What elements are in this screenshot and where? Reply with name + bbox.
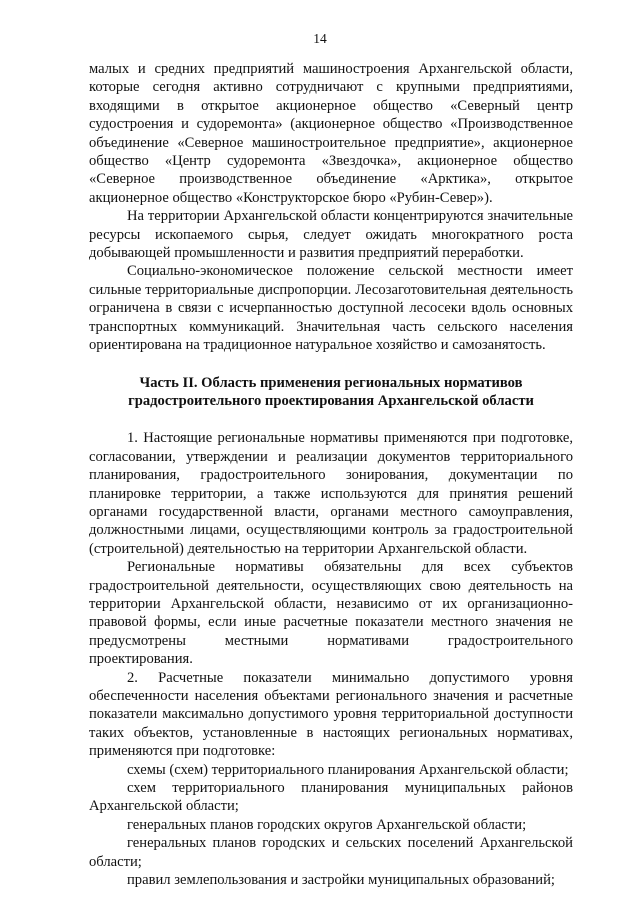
list-item: генеральных планов городских округов Архангельской области; — [127, 816, 527, 833]
paragraph: 2. Расчетные показатели минимально допустимого уровня обеспеченности населения объектами регионального значения и расчетные показатели максимально допустимого уровня территориальной доступности таких объектов, установленные в настоящих региональных нормативах, применяются при подготовке: — [89, 669, 573, 760]
paragraph: 1. Настоящие региональные нормативы применяются при подготовке, согласовании, утверждении и реализации документов территориального планирования, градостроительного зонирования, документации по планировке территории, а также используются для принятия решений органами государственной власти, органами местного самоуправления, должностными лицами, осуществляющими контроль за градостроительной (строительной) деятельностью на территории Архангельской области. — [89, 430, 573, 557]
list-item: схем территориального планирования муниципальных районов Архангельской области; — [89, 780, 573, 815]
paragraph: малых и средних предприятий машиностроения Архангельской области, которые сегодня активно сотрудничают с крупными предприятиями, входящими в открытое акционерное общество «Северный центр судостроения и судоремонта» (акционерное общество «Производственное объединение «Северное машиностроительное предприятие», акционерное общество «Центр судоремонта «Звездочка», акционерное общество «Северное производственное объединение «Арктика», открытое акционерное общество «Конструкторское бюро «Рубин-Север»). — [89, 61, 573, 206]
list-item: генеральных планов городских и сельских поселений Архангельской области; — [89, 835, 573, 870]
list-item: правил землепользования и застройки муниципальных образований; — [127, 872, 555, 889]
page-number: 14 — [313, 31, 327, 46]
paragraph: На территории Архангельской области концентрируются значительные ресурсы ископаемого сырья, следует ожидать многократного роста добывающей промышленности и развития предприятий переработки. — [89, 208, 573, 262]
list-item: схемы (схем) территориального планирования Архангельской области; — [127, 761, 569, 778]
paragraph: Региональные нормативы обязательны для всех субъектов градостроительной деятельности, осуществляющих свою деятельность на территории Архангельской области, независимо от их организационно-правовой формы, если иные расчетные показатели местного значения не предусмотрены местными нормативами градостроительного проектирования. — [89, 559, 573, 668]
section-heading: Часть II. Область применения региональных нормативов градостроительного проектирования Архангельской области — [128, 374, 534, 409]
document-body — [89, 60, 573, 889]
paragraph: Социально-экономическое положение сельской местности имеет сильные территориальные диспропорции. Лесозаготовительная деятельность ограничена в связи с исчерпанностью доступной лесосеки вдоль основных транспортных коммуникаций. Значительная часть сельского населения ориентирована на традиционное натуральное хозяйство и самозанятость. — [89, 263, 573, 354]
